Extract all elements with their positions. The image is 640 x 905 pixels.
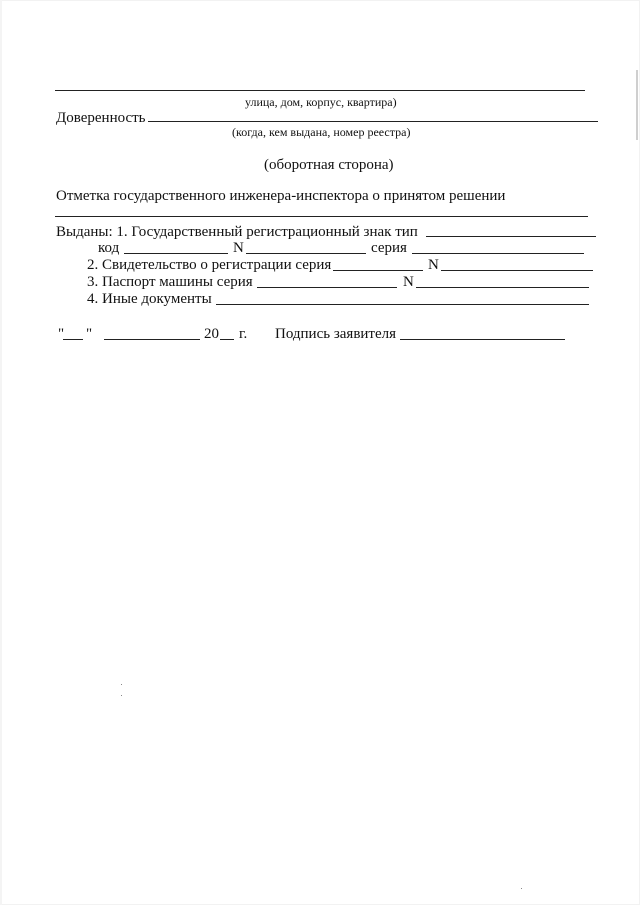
applicant-signature-line [400,339,565,340]
date-close-quote: " [86,326,93,342]
scan-speck [121,684,122,685]
scan-speck [521,888,522,889]
certificate-number-label: N [428,257,439,273]
date-year-suffix: г. [239,326,248,342]
plate-series-line [412,253,584,254]
power-of-attorney-line [148,121,598,122]
registration-plate-type-line [426,236,596,237]
plate-number-line [246,253,366,254]
date-year-prefix: 20 [204,326,219,342]
date-day-line [63,339,83,340]
plate-number-label: N [233,240,244,256]
scan-speck [121,695,122,696]
applicant-signature-label: Подпись заявителя [275,326,397,342]
code-line [124,253,228,254]
address-caption: улица, дом, корпус, квартира) [245,95,397,109]
power-of-attorney-label: Доверенность [56,110,146,126]
code-label: код [98,240,120,256]
issued-line-3: 3. Паспорт машины серия [87,274,253,290]
issued-line-2: 2. Свидетельство о регистрации серия [87,257,332,273]
certificate-series-line [333,270,423,271]
date-open-quote: " [58,326,65,342]
power-of-attorney-caption: (когда, кем выдана, номер реестра) [232,125,411,139]
reverse-side-title: (оборотная сторона) [264,157,394,173]
plate-series-label: серия [371,240,407,256]
issued-line-4: 4. Иные документы [87,291,212,307]
passport-number-line [416,287,589,288]
inspector-note-title: Отметка государственного инженера-инспектора о принятом решении [56,188,506,204]
date-month-line [104,339,200,340]
passport-series-line [257,287,397,288]
date-year-line [220,339,234,340]
address-line [55,90,585,91]
passport-number-label: N [403,274,414,290]
other-documents-line [216,304,589,305]
scan-edge-left [0,0,2,905]
inspector-note-line [55,216,588,217]
certificate-number-line [441,270,593,271]
scan-edge-right [636,70,638,140]
issued-line-1: Выданы: 1. Государственный регистрационный знак тип [56,224,418,240]
